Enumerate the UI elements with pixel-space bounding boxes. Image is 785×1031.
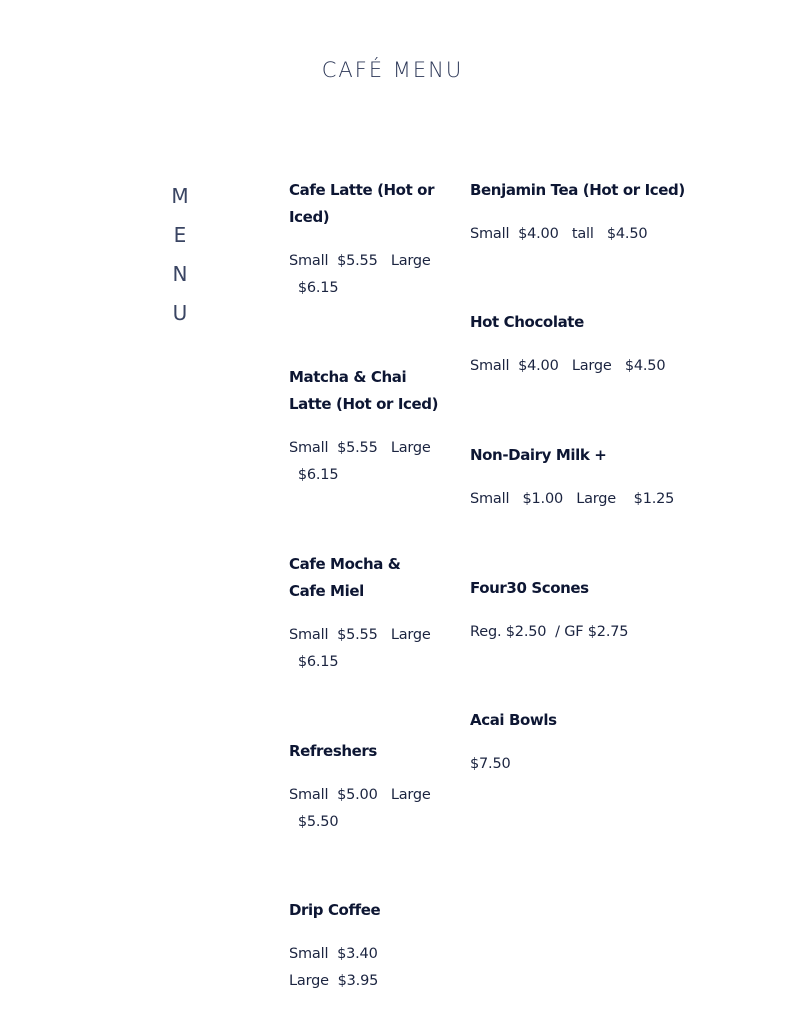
item-price: Reg. $2.50 / GF $2.75 — [470, 624, 629, 640]
item-name: Refreshers — [289, 742, 377, 760]
menu-item-acai-bowls — [470, 707, 710, 778]
menu-item-refreshers — [289, 738, 439, 836]
item-name: Drip Coffee — [289, 901, 381, 919]
item-name: Benjamin Tea (Hot or Iced) — [470, 181, 685, 199]
item-price: Small $4.00 Large $4.50 — [470, 358, 666, 374]
item-price: Small $5.55 Large $6.15 — [289, 253, 431, 296]
menu-letter: E — [173, 223, 187, 247]
menu-item-non-dairy-milk — [470, 442, 710, 513]
menu-letter: U — [172, 301, 188, 325]
item-price: Small $1.00 Large $1.25 — [470, 491, 675, 507]
item-name: Four30 Scones — [470, 579, 589, 597]
menu-item-hot-chocolate — [470, 309, 710, 380]
item-name: Cafe Mocha & Cafe Miel — [289, 555, 401, 600]
item-name: Matcha & Chai Latte (Hot or Iced) — [289, 368, 439, 413]
item-price: Small $3.40 Large $3.95 — [289, 946, 379, 989]
menu-item-drip-coffee — [289, 897, 439, 995]
item-price: $7.50 — [470, 756, 511, 772]
vertical-menu-word — [168, 180, 192, 336]
item-name: Non-Dairy Milk + — [470, 446, 607, 464]
item-name: Hot Chocolate — [470, 313, 584, 331]
menu-letter: N — [172, 262, 188, 286]
item-price: Small $5.55 Large $6.15 — [289, 627, 431, 670]
item-name: Cafe Latte (Hot or Iced) — [289, 181, 435, 226]
item-price: Small $5.55 Large $6.15 — [289, 440, 431, 483]
menu-item-cafe-latte — [289, 177, 439, 302]
item-price: Small $5.00 Large $5.50 — [289, 787, 431, 830]
page-title: CAFÉ MENU — [321, 58, 464, 82]
menu-item-cafe-mocha — [289, 551, 439, 676]
menu-item-matcha-chai — [289, 364, 439, 489]
item-name: Acai Bowls — [470, 711, 557, 729]
item-price: Small $4.00 tall $4.50 — [470, 226, 648, 242]
menu-item-benjamin-tea — [470, 177, 710, 248]
menu-item-four30-scones — [470, 575, 710, 646]
menu-letter: M — [171, 184, 189, 208]
